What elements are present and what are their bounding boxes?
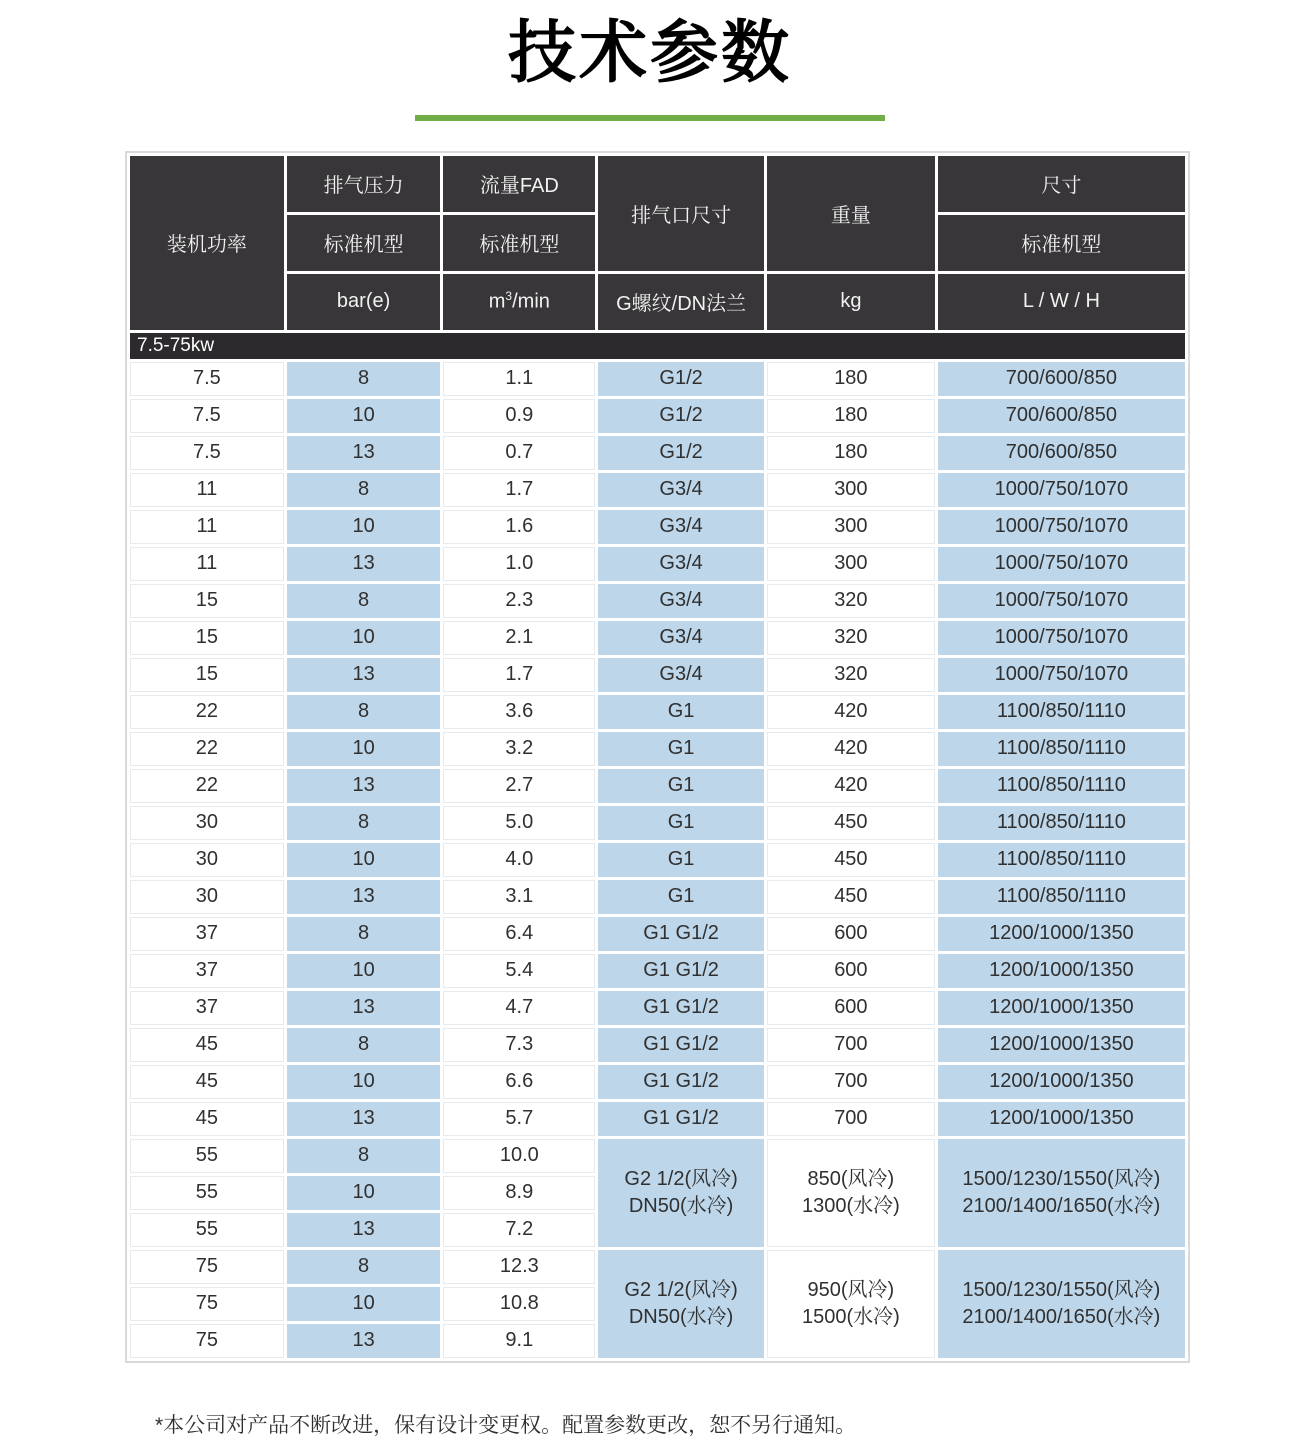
cell-weight: 180 bbox=[767, 399, 935, 433]
cell-size-line: 1500/1230/1550(风冷) bbox=[962, 1279, 1161, 1302]
cell-flow: 1.6 bbox=[443, 510, 595, 544]
header-size-model: 标准机型 bbox=[938, 215, 1185, 271]
cell-pressure: 13 bbox=[287, 436, 441, 470]
cell-power: 75 bbox=[130, 1250, 284, 1284]
spec-table bbox=[125, 151, 1190, 1363]
header-port-unit: G螺纹/DN法兰 bbox=[598, 274, 764, 330]
footnote: *本公司对产品不断改进，保有设计变更权。配置参数更改，恕不另行通知。 bbox=[155, 1413, 857, 1436]
cell-pressure: 10 bbox=[287, 621, 441, 655]
cell-port: G1/2 bbox=[598, 436, 764, 470]
header-flow-unit: $m^3/\min$ bbox=[443, 274, 595, 330]
cell-size: 1200/1000/1350 bbox=[938, 954, 1185, 988]
cell-size: 1200/1000/1350 bbox=[938, 1102, 1185, 1136]
cell-size-line: 2100/1400/1650(水冷) bbox=[962, 1305, 1161, 1328]
table-row bbox=[130, 362, 1185, 396]
cell-weight bbox=[767, 1139, 935, 1247]
cell-flow: 4.0 bbox=[443, 843, 595, 877]
header-pressure-unit: bar(e) bbox=[287, 274, 441, 330]
cell-pressure: 13 bbox=[287, 658, 441, 692]
cell-pressure: 8 bbox=[287, 917, 441, 951]
header-weight-unit: kg bbox=[767, 274, 935, 330]
header-dimensions: 尺寸 bbox=[938, 156, 1185, 212]
cell-power: 75 bbox=[130, 1287, 284, 1321]
cell-power: 45 bbox=[130, 1102, 284, 1136]
cell-flow: 10.0 bbox=[443, 1139, 595, 1173]
cell-weight: 600 bbox=[767, 917, 935, 951]
cell-pressure: 8 bbox=[287, 362, 441, 396]
cell-size: 1100/850/1110 bbox=[938, 806, 1185, 840]
cell-size: 1000/750/1070 bbox=[938, 510, 1185, 544]
table-row bbox=[130, 584, 1185, 618]
table-row bbox=[130, 658, 1185, 692]
cell-power: 15 bbox=[130, 621, 284, 655]
cell-size: 1200/1000/1350 bbox=[938, 991, 1185, 1025]
cell-flow: 5.4 bbox=[443, 954, 595, 988]
table-row bbox=[130, 917, 1185, 951]
cell-port: G3/4 bbox=[598, 547, 764, 581]
cell-port: G1 bbox=[598, 806, 764, 840]
table-row bbox=[130, 880, 1185, 914]
cell-flow: 7.3 bbox=[443, 1028, 595, 1062]
table-row bbox=[130, 769, 1185, 803]
cell-port: G1/2 bbox=[598, 362, 764, 396]
table-row bbox=[130, 436, 1185, 470]
cell-port: G1 G1/2 bbox=[598, 1102, 764, 1136]
cell-port: G1 bbox=[598, 769, 764, 803]
cell-port: G3/4 bbox=[598, 473, 764, 507]
cell-flow: 12.3 bbox=[443, 1250, 595, 1284]
cell-flow: 4.7 bbox=[443, 991, 595, 1025]
cell-flow: 10.8 bbox=[443, 1287, 595, 1321]
cell-power: 55 bbox=[130, 1213, 284, 1247]
cell-power: 22 bbox=[130, 769, 284, 803]
cell-port: G1/2 bbox=[598, 399, 764, 433]
header-flow-model: 标准机型 bbox=[443, 215, 595, 271]
spec-table-body bbox=[130, 362, 1185, 1358]
cell-flow: 6.4 bbox=[443, 917, 595, 951]
cell-power: 30 bbox=[130, 880, 284, 914]
cell-port-line: DN50(水冷) bbox=[628, 1194, 734, 1217]
cell-size: 1000/750/1070 bbox=[938, 473, 1185, 507]
cell-pressure: 13 bbox=[287, 880, 441, 914]
cell-weight bbox=[767, 1250, 935, 1358]
table-row bbox=[130, 547, 1185, 581]
cell-weight: 320 bbox=[767, 621, 935, 655]
cell-size: 1000/750/1070 bbox=[938, 584, 1185, 618]
table-row bbox=[130, 1028, 1185, 1062]
table-row bbox=[130, 1065, 1185, 1099]
title-underline bbox=[415, 115, 885, 121]
cell-pressure: 10 bbox=[287, 954, 441, 988]
cell-weight: 600 bbox=[767, 954, 935, 988]
cell-port-line: DN50(水冷) bbox=[628, 1305, 734, 1328]
cell-port: G3/4 bbox=[598, 584, 764, 618]
table-row bbox=[130, 473, 1185, 507]
table-row bbox=[130, 732, 1185, 766]
cell-power: 37 bbox=[130, 991, 284, 1025]
cell-weight: 420 bbox=[767, 695, 935, 729]
cell-power: 11 bbox=[130, 547, 284, 581]
cell-power: 22 bbox=[130, 732, 284, 766]
cell-port bbox=[598, 1250, 764, 1358]
header-pressure-model: 标准机型 bbox=[287, 215, 441, 271]
cell-weight: 700 bbox=[767, 1028, 935, 1062]
cell-pressure: 8 bbox=[287, 695, 441, 729]
cell-size: 700/600/850 bbox=[938, 436, 1185, 470]
table-row bbox=[130, 954, 1185, 988]
cell-pressure: 13 bbox=[287, 991, 441, 1025]
cell-size: 1200/1000/1350 bbox=[938, 1065, 1185, 1099]
cell-pressure: 13 bbox=[287, 1213, 441, 1247]
cell-power: 30 bbox=[130, 843, 284, 877]
cell-size bbox=[938, 1139, 1185, 1247]
cell-power: 37 bbox=[130, 917, 284, 951]
cell-power: 15 bbox=[130, 658, 284, 692]
header-discharge-pressure: 排气压力 bbox=[287, 156, 441, 212]
table-row bbox=[130, 510, 1185, 544]
cell-pressure: 10 bbox=[287, 1287, 441, 1321]
cell-port: G1 G1/2 bbox=[598, 917, 764, 951]
cell-size: 1200/1000/1350 bbox=[938, 1028, 1185, 1062]
cell-weight: 420 bbox=[767, 769, 935, 803]
cell-weight: 180 bbox=[767, 362, 935, 396]
cell-size: 1000/750/1070 bbox=[938, 658, 1185, 692]
cell-flow: 2.1 bbox=[443, 621, 595, 655]
table-row bbox=[130, 695, 1185, 729]
header-installed-power: 装机功率 bbox=[130, 156, 284, 330]
cell-port: G3/4 bbox=[598, 510, 764, 544]
cell-flow: 3.2 bbox=[443, 732, 595, 766]
cell-flow: 1.7 bbox=[443, 473, 595, 507]
cell-weight: 300 bbox=[767, 547, 935, 581]
cell-weight: 180 bbox=[767, 436, 935, 470]
cell-flow: 1.7 bbox=[443, 658, 595, 692]
cell-flow: 8.9 bbox=[443, 1176, 595, 1210]
cell-flow: 6.6 bbox=[443, 1065, 595, 1099]
table-row bbox=[130, 399, 1185, 433]
cell-pressure: 8 bbox=[287, 473, 441, 507]
cell-weight: 300 bbox=[767, 510, 935, 544]
cell-pressure: 10 bbox=[287, 1176, 441, 1210]
cell-power: 37 bbox=[130, 954, 284, 988]
header-size-unit: L / W / H bbox=[938, 274, 1185, 330]
table-row bbox=[130, 843, 1185, 877]
cell-flow: 1.0 bbox=[443, 547, 595, 581]
cell-power: 45 bbox=[130, 1065, 284, 1099]
cell-pressure: 10 bbox=[287, 510, 441, 544]
cell-power: 55 bbox=[130, 1176, 284, 1210]
table-row bbox=[130, 806, 1185, 840]
cell-weight: 450 bbox=[767, 843, 935, 877]
cell-power: 75 bbox=[130, 1324, 284, 1358]
cell-size: 1200/1000/1350 bbox=[938, 917, 1185, 951]
cell-pressure: 8 bbox=[287, 584, 441, 618]
cell-flow: 0.7 bbox=[443, 436, 595, 470]
header-flow-fad: 流量FAD bbox=[443, 156, 595, 212]
cell-size: 700/600/850 bbox=[938, 399, 1185, 433]
cell-pressure: 10 bbox=[287, 1065, 441, 1099]
cell-port bbox=[598, 1139, 764, 1247]
cell-size: 1100/850/1110 bbox=[938, 732, 1185, 766]
cell-weight-line: 1300(水冷) bbox=[801, 1194, 900, 1217]
cell-weight-line: 950(风冷) bbox=[807, 1279, 895, 1302]
cell-weight-line: 1500(水冷) bbox=[801, 1305, 900, 1328]
cell-weight: 450 bbox=[767, 880, 935, 914]
cell-flow: 0.9 bbox=[443, 399, 595, 433]
cell-pressure: 8 bbox=[287, 1139, 441, 1173]
cell-port: G1 bbox=[598, 732, 764, 766]
cell-size: 1100/850/1110 bbox=[938, 769, 1185, 803]
cell-power: 55 bbox=[130, 1139, 284, 1173]
table-row bbox=[130, 1102, 1185, 1136]
cell-port: G3/4 bbox=[598, 621, 764, 655]
cell-port: G1 bbox=[598, 843, 764, 877]
cell-port: G3/4 bbox=[598, 658, 764, 692]
cell-weight-line: 850(风冷) bbox=[807, 1168, 895, 1191]
table-row bbox=[130, 1250, 1185, 1284]
cell-port: G1 G1/2 bbox=[598, 1065, 764, 1099]
cell-port: G1 bbox=[598, 695, 764, 729]
cell-flow: 3.1 bbox=[443, 880, 595, 914]
cell-pressure: 10 bbox=[287, 399, 441, 433]
cell-port: G1 G1/2 bbox=[598, 1028, 764, 1062]
cell-power: 15 bbox=[130, 584, 284, 618]
cell-port-line: G2 1/2(风冷) bbox=[624, 1168, 738, 1191]
cell-flow: 5.0 bbox=[443, 806, 595, 840]
cell-power: 7.5 bbox=[130, 362, 284, 396]
cell-flow: 1.1 bbox=[443, 362, 595, 396]
cell-pressure: 8 bbox=[287, 806, 441, 840]
cell-port-line: G2 1/2(风冷) bbox=[624, 1279, 738, 1302]
cell-weight: 300 bbox=[767, 473, 935, 507]
table-row bbox=[130, 991, 1185, 1025]
cell-weight: 700 bbox=[767, 1065, 935, 1099]
cell-flow: 9.1 bbox=[443, 1324, 595, 1358]
cell-flow: 2.3 bbox=[443, 584, 595, 618]
cell-flow: 3.6 bbox=[443, 695, 595, 729]
cell-pressure: 8 bbox=[287, 1028, 441, 1062]
cell-pressure: 13 bbox=[287, 769, 441, 803]
cell-weight: 320 bbox=[767, 658, 935, 692]
cell-power: 7.5 bbox=[130, 436, 284, 470]
cell-size bbox=[938, 1250, 1185, 1358]
header-row-3 bbox=[130, 274, 1185, 330]
header-row-1 bbox=[130, 156, 1185, 212]
cell-pressure: 13 bbox=[287, 1324, 441, 1358]
cell-power: 30 bbox=[130, 806, 284, 840]
cell-flow: 2.7 bbox=[443, 769, 595, 803]
table-row bbox=[130, 621, 1185, 655]
cell-weight: 700 bbox=[767, 1102, 935, 1136]
cell-weight: 320 bbox=[767, 584, 935, 618]
cell-power: 22 bbox=[130, 695, 284, 729]
spec-table-wrap bbox=[125, 151, 1190, 1363]
cell-power: 11 bbox=[130, 473, 284, 507]
cell-power: 45 bbox=[130, 1028, 284, 1062]
power-range-band-row bbox=[130, 333, 1185, 359]
cell-size: 1100/850/1110 bbox=[938, 695, 1185, 729]
cell-port: G1 G1/2 bbox=[598, 954, 764, 988]
cell-power: 7.5 bbox=[130, 399, 284, 433]
cell-pressure: 13 bbox=[287, 547, 441, 581]
cell-port: G1 bbox=[598, 880, 764, 914]
cell-power: 11 bbox=[130, 510, 284, 544]
cell-size: 1000/750/1070 bbox=[938, 547, 1185, 581]
cell-pressure: 10 bbox=[287, 732, 441, 766]
cell-weight: 450 bbox=[767, 806, 935, 840]
power-range-band: 7.5-75kw bbox=[130, 333, 1185, 359]
cell-flow: 5.7 bbox=[443, 1102, 595, 1136]
cell-size: 700/600/850 bbox=[938, 362, 1185, 396]
page-title: 技术参数 bbox=[507, 15, 792, 91]
cell-port: G1 G1/2 bbox=[598, 991, 764, 1025]
cell-pressure: 10 bbox=[287, 843, 441, 877]
header-weight: 重量 bbox=[767, 156, 935, 271]
cell-pressure: 13 bbox=[287, 1102, 441, 1136]
cell-size-line: 2100/1400/1650(水冷) bbox=[962, 1194, 1161, 1217]
header-outlet-size: 排气口尺寸 bbox=[598, 156, 764, 271]
cell-flow: 7.2 bbox=[443, 1213, 595, 1247]
cell-size: 1100/850/1110 bbox=[938, 880, 1185, 914]
table-row bbox=[130, 1139, 1185, 1173]
cell-weight: 600 bbox=[767, 991, 935, 1025]
cell-size: 1100/850/1110 bbox=[938, 843, 1185, 877]
cell-size-line: 1500/1230/1550(风冷) bbox=[962, 1168, 1161, 1191]
cell-pressure: 8 bbox=[287, 1250, 441, 1284]
cell-size: 1000/750/1070 bbox=[938, 621, 1185, 655]
cell-weight: 420 bbox=[767, 732, 935, 766]
